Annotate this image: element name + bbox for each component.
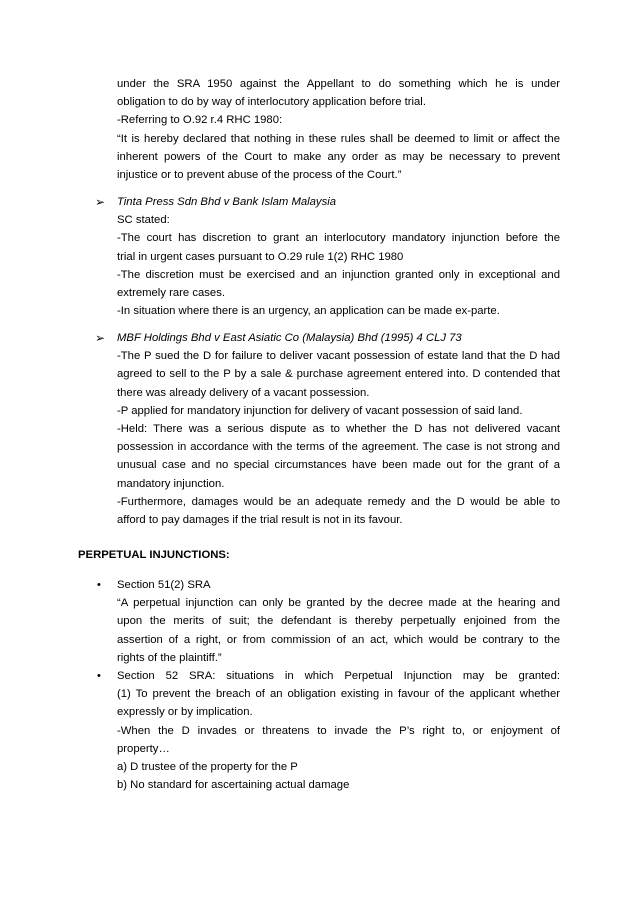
case-title: MBF Holdings Bhd v East Asiatic Co (Malaysia) Bhd (1995) 4 CLJ 73 bbox=[117, 332, 462, 344]
text-line: property… bbox=[117, 742, 170, 755]
text-line: rights of the plaintiff.” bbox=[117, 651, 222, 664]
bullet-icon: • bbox=[97, 670, 101, 682]
text-line: assertion of a right, or from commission of an act, which would be contrary to the bbox=[117, 633, 560, 646]
arrow-bullet-icon: ➢ bbox=[95, 331, 106, 345]
text-line: SC stated: bbox=[117, 214, 170, 227]
text-line: upon the merits of suit; the defendant is thereby perpetually enjoined from the bbox=[117, 615, 560, 628]
text-line: -The P sued the D for failure to deliver vacant possession of estate land that the D had bbox=[117, 350, 560, 363]
perpetual-item-section-52 bbox=[117, 667, 560, 794]
text-line: there was already delivery of a vacant possession. bbox=[117, 386, 370, 399]
text-line: obligation to do by way of interlocutory application before trial. bbox=[117, 96, 426, 109]
text-line: (1) To prevent the breach of an obligation existing in favour of the applicant whether bbox=[117, 688, 560, 701]
arrow-bullet-icon: ➢ bbox=[95, 195, 106, 209]
text-line: -Referring to O.92 r.4 RHC 1980: bbox=[117, 114, 283, 127]
text-line: extremely rare cases. bbox=[117, 287, 225, 300]
text-line: injustice or to prevent abuse of the process of the Court.” bbox=[117, 169, 402, 182]
text-line: trial in urgent cases pursuant to O.29 rule 1(2) RHC 1980 bbox=[117, 250, 404, 263]
text-line: unusual case and no special circumstances have been made out for the grant of a bbox=[117, 459, 560, 472]
intro-paragraph bbox=[117, 75, 560, 184]
text-line: -Furthermore, damages would be an adequate remedy and the D would be able to bbox=[117, 495, 560, 508]
text-line: possession in accordance with the terms of the agreement. The case is not strong and bbox=[117, 441, 560, 454]
text-line: -Held: There was a serious dispute as to whether the D has not delivered vacant bbox=[117, 423, 560, 436]
text-line: b) No standard for ascertaining actual damage bbox=[117, 779, 350, 792]
text-line: -The court has discretion to grant an interlocutory mandatory injunction before the bbox=[117, 232, 560, 245]
text-line: afford to pay damages if the trial result is not in its favour. bbox=[117, 514, 403, 527]
case-tinta-press bbox=[117, 193, 560, 320]
bullet-icon: • bbox=[97, 579, 101, 591]
perpetual-item-section-51 bbox=[117, 576, 560, 667]
section-heading: PERPETUAL INJUNCTIONS: bbox=[78, 549, 230, 561]
text-line: Section 52 SRA: situations in which Perpetual Injunction may be granted: bbox=[117, 670, 560, 682]
case-mbf-holdings bbox=[117, 329, 560, 529]
text-line: -In situation where there is an urgency, an application can be made ex-parte. bbox=[117, 305, 500, 318]
text-line: “A perpetual injunction can only be granted by the decree made at the hearing and bbox=[117, 597, 560, 610]
case-title: Tinta Press Sdn Bhd v Bank Islam Malaysia bbox=[117, 196, 337, 208]
text-line: under the SRA 1950 against the Appellant to do something which he is under bbox=[117, 78, 560, 90]
text-line: mandatory injunction. bbox=[117, 477, 225, 490]
text-line: a) D trustee of the property for the P bbox=[117, 761, 298, 774]
text-line: Section 51(2) SRA bbox=[117, 579, 211, 591]
text-line: -When the D invades or threatens to invade the P’s right to, or enjoyment of bbox=[117, 724, 560, 737]
text-line: agreed to sell to the P by a sale & purchase agreement entered into. D contended that bbox=[117, 368, 560, 381]
text-line: -The discretion must be exercised and an injunction granted only in exceptional and bbox=[117, 268, 560, 281]
text-line: -P applied for mandatory injunction for delivery of vacant possession of said land. bbox=[117, 404, 523, 417]
text-line: “It is hereby declared that nothing in these rules shall be deemed to limit or affect the bbox=[117, 132, 560, 145]
text-line: inherent powers of the Court to make any order as may be necessary to prevent bbox=[117, 150, 560, 163]
text-line: expressly or by implication. bbox=[117, 706, 253, 719]
